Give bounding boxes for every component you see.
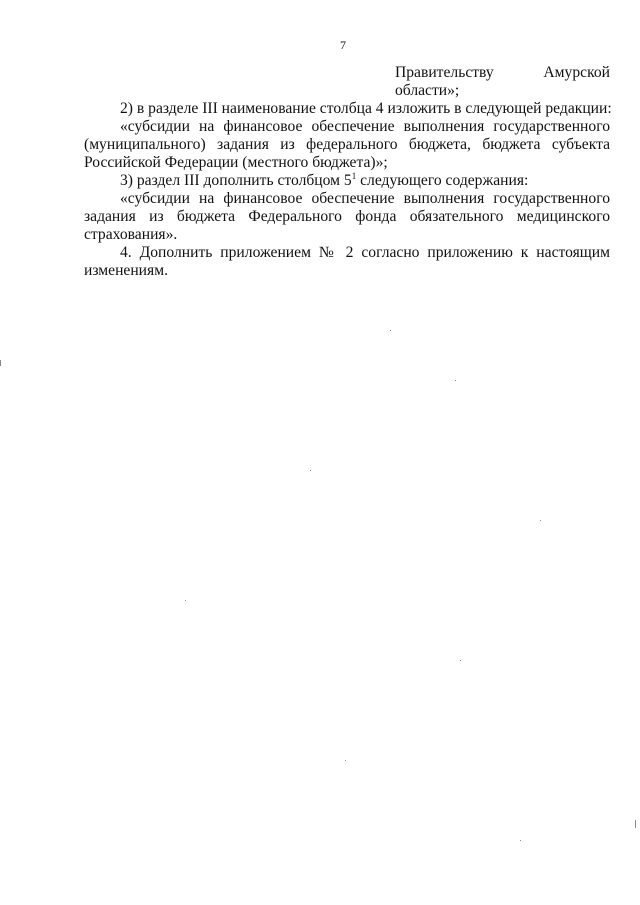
item-3-quote-line-3: страхования». bbox=[84, 226, 178, 243]
item-4-line-1: 4. Дополнить приложением № 2 согласно приложению к настоящим bbox=[120, 244, 610, 261]
superscript: 1 bbox=[351, 171, 357, 181]
item-2-quote-line-1: «субсидии на финансовое обеспечение выполнения государственного bbox=[120, 118, 610, 135]
item-3-heading bbox=[120, 172, 610, 190]
addressee-word-1: Правительству bbox=[395, 64, 494, 81]
item-2-quote-line-2: (муниципального) задания из федерального бюджета, бюджета субъекта bbox=[84, 136, 610, 153]
item-3-heading-text: 3) раздел III дополнить столбцом 5 bbox=[120, 172, 352, 189]
addressee-line-1 bbox=[395, 64, 610, 82]
item-2-quote-line-3: Российской Федерации (местного бюджета)»; bbox=[84, 154, 388, 171]
item-3-quote-line-1: «субсидии на финансовое обеспечение выполнения государственного bbox=[120, 190, 610, 207]
addressee-line-2: области»; bbox=[395, 82, 460, 99]
addressee-word-2: Амурской bbox=[543, 64, 610, 81]
page-number: 7 bbox=[340, 38, 346, 52]
item-3-heading-rest: следующего содержания: bbox=[356, 172, 529, 189]
item-2-heading: 2) в разделе III наименование столбца 4 изложить в следующей редакции: bbox=[120, 100, 612, 117]
item-4-line-2: изменениям. bbox=[84, 262, 168, 279]
item-3-quote-line-2: задания из бюджета Федерального фонда обязательного медицинского bbox=[84, 208, 610, 225]
